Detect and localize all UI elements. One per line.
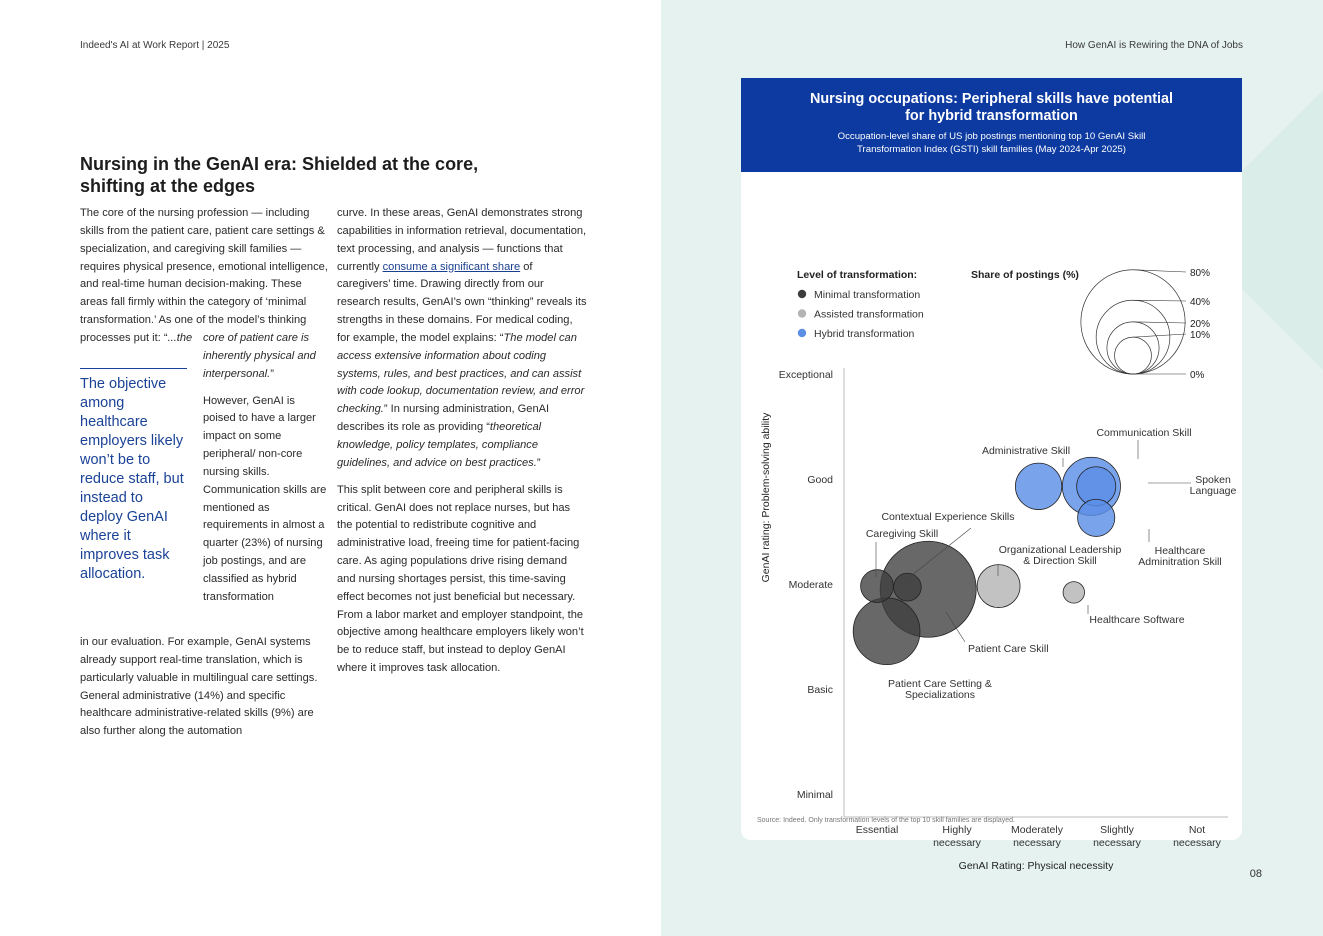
bubble	[853, 598, 920, 665]
paragraph	[337, 205, 587, 473]
section-header: How GenAI is Rewiring the DNA of Jobs	[1065, 40, 1243, 51]
quote-text: ...the	[167, 331, 193, 344]
article-title: Nursing in the GenAI era: Shielded at the core, shifting at the edges	[80, 154, 479, 196]
x-tick-label: Not necessary	[1173, 824, 1221, 849]
size-legend-leader	[1133, 270, 1186, 272]
y-tick-label: Exceptional	[778, 369, 833, 381]
legend-marker	[798, 309, 806, 317]
bubble-label: Caregiving Skill	[865, 528, 939, 540]
y-tick-label: Basic	[807, 684, 833, 696]
x-tick-label: Moderately necessary	[1011, 824, 1063, 849]
bubble	[861, 570, 894, 603]
size-legend-label: 0%	[1190, 370, 1205, 381]
paragraph	[80, 205, 330, 348]
consume-share-link[interactable]: consume a significant share	[382, 260, 521, 273]
x-tick-label: Slightly necessary	[1093, 824, 1141, 849]
quote-text: theoretical knowledge, policy templates, compliance guidelines, and advice on best practices.	[337, 421, 542, 469]
bubble-label: Spoken Language	[1189, 474, 1237, 497]
page-number: 08	[1249, 868, 1262, 880]
y-tick-label: Moderate	[788, 579, 833, 591]
bubble	[977, 565, 1020, 608]
legend-label: Minimal transformation	[814, 289, 921, 301]
bubble-label: Administrative Skill	[981, 445, 1071, 457]
legend-label: Hybrid transformation	[814, 328, 915, 340]
body-text: ” In nursing administration, GenAI describes its role as providing “	[337, 403, 550, 434]
x-tick-label: Essential	[855, 824, 899, 836]
article-column-1-inset	[203, 330, 328, 607]
chart-source: Source: Indeed. Only transformation levels of the top 10 skill families are displayed.	[757, 817, 1015, 824]
bubble	[1078, 499, 1115, 536]
paragraph: This split between core and peripheral skills is critical. GenAI does not replace nurses, but has the potential to redistribute cognitive and administrative load, freeing time for patient-facing care. As aging populations drive rising demand and nursing shortages persist, this time-saving effect becomes not just beneficial but necessary. From a labor market and employer standpoint, the objective among healthcare employers likely won’t be to reduce staff, but instead to deploy GenAI where it improves task allocation.	[337, 483, 584, 675]
article-column-1	[80, 205, 330, 348]
bubble-label: Healthcare Adminitration Skill	[1138, 545, 1222, 568]
x-axis-title: GenAI Rating: Physical necessity	[958, 860, 1114, 872]
bubble	[894, 573, 922, 601]
body-text: curve. In these areas, GenAI demonstrates strong capabilities in information retrieval, documentation, text processing, and analysis — functions that currently	[337, 207, 587, 273]
legend-label: Assisted transformation	[814, 308, 924, 321]
size-legend-leader	[1133, 334, 1186, 337]
bubble	[1015, 463, 1061, 509]
bubble-label: Contextual Experience Skills	[881, 511, 1015, 523]
body-text: ”	[536, 456, 541, 469]
bubble-label: Organizational Leadership & Direction Skill	[998, 544, 1122, 567]
bubble-label: Patient Care Setting & Specializations	[888, 678, 992, 701]
legend-title: Level of transformation:	[797, 269, 918, 281]
bubble-label: Healthcare Software	[1089, 614, 1185, 626]
paragraph	[203, 330, 328, 384]
quote-text: core of patient care is inherently physical and interpersonal.	[203, 332, 316, 380]
y-axis-title: GenAI rating: Problem-solving ability	[760, 412, 772, 583]
paragraph: However, GenAI is poised to have a larger impact on some peripheral/ non-core nursing skills. Communication skills are mentioned as requirements in almost a quarter (23%) of nursing job postings, and are classified as hybrid transformation	[203, 394, 327, 603]
quote-close: ”	[270, 367, 274, 380]
chart-header	[741, 78, 1242, 172]
bubble-chart	[741, 172, 1242, 872]
paragraph: in our evaluation. For example, GenAI systems already support real-time translation, which is particularly valuable in multilingual care settings. General administrative (14%) and specific healthcare administrative-related skills (9%) are also further along the automation	[80, 636, 318, 738]
legend-marker	[798, 290, 806, 298]
x-tick-label: Highly necessary	[933, 824, 981, 849]
bubble-label: Communication Skill	[1096, 427, 1192, 439]
report-header: Indeed's AI at Work Report | 2025	[80, 40, 230, 51]
y-tick-label: Good	[807, 474, 833, 486]
bubble	[1063, 582, 1084, 603]
article-column-1-bottom	[80, 623, 330, 752]
size-legend-label: 80%	[1190, 268, 1211, 279]
size-legend-circle	[1115, 337, 1152, 374]
size-legend-label: 20%	[1190, 319, 1211, 330]
article-column-2	[337, 205, 587, 678]
size-legend-label: 40%	[1190, 297, 1211, 308]
chart-card	[741, 78, 1242, 872]
quote-text: The model can access extensive information about coding systems, rules, and best practices, and can assist with code lookup, documentation review, and error checking.	[337, 331, 585, 416]
size-legend-title: Share of postings (%)	[971, 269, 1079, 281]
y-tick-label: Minimal	[796, 789, 833, 801]
bubble-label: Patient Care Skill	[968, 643, 1049, 655]
chart-title: Nursing occupations: Peripheral skills have potential for hybrid transformation	[809, 91, 1174, 124]
legend-marker	[798, 329, 806, 337]
chart-subtitle: Occupation-level share of US job postings mentioning top 10 GenAI Skill Transformation Index (GSTI) skill families (May 2024-Apr 2025)	[837, 131, 1146, 155]
body-text: of caregivers’ time. Drawing directly from our research results, GenAI’s own “thinking” reveals its strengths in these domains. For medical coding, for example, the model explains: “	[337, 260, 587, 344]
body-text: The core of the nursing profession — including skills from the patient care, patient care settings & specialization, and caregiving skill families — requires physical presence, emotional intelligence, and real-time human decision-making. These areas fall firmly within the category of ‘minimal transformation.’ As one of the model’s thinking processes put it: “	[80, 207, 328, 344]
size-legend-label: 10%	[1190, 330, 1211, 341]
size-legend-circle	[1107, 322, 1159, 374]
pull-quote: The objective among healthcare employers likely won’t be to reduce staff, but instead to deploy GenAI where it improves task allocation.	[80, 368, 187, 584]
